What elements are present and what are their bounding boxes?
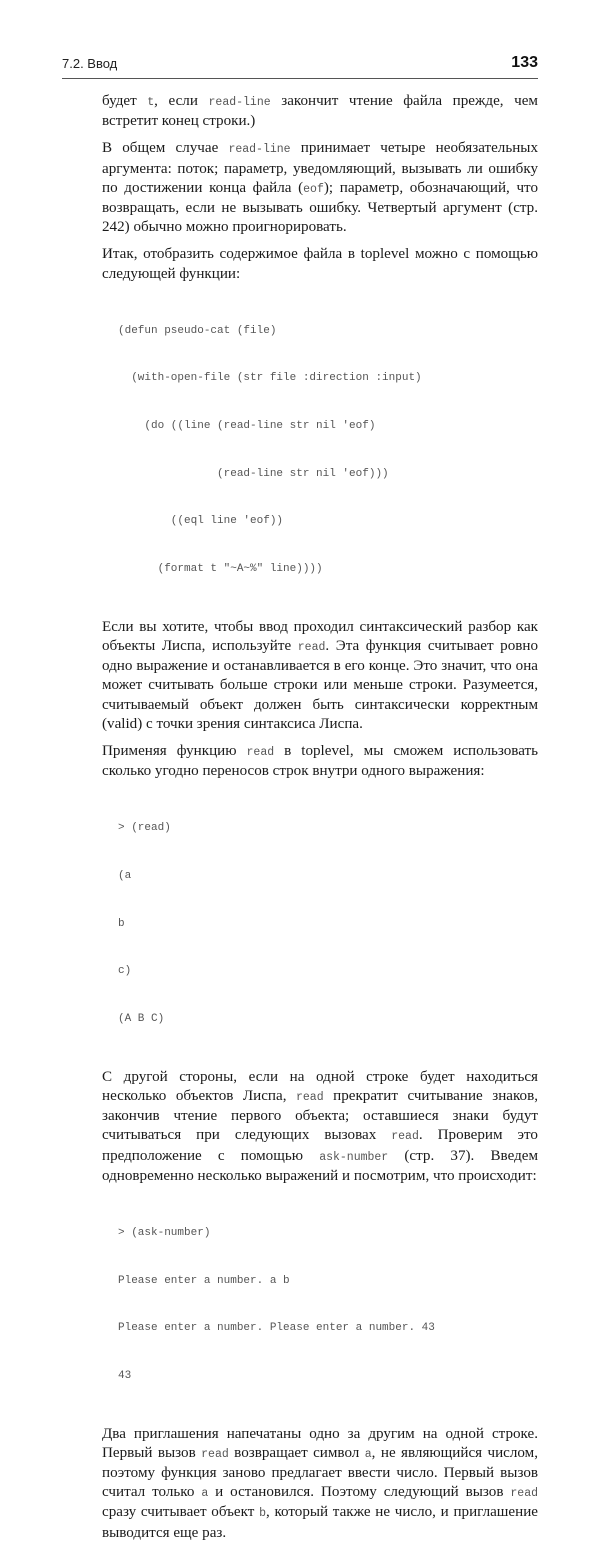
code-line: ((eql line 'eof)): [118, 515, 284, 528]
inline-code: read-line: [228, 143, 291, 157]
code-line: (defun pseudo-cat (file): [118, 324, 277, 337]
paragraph-7: Два приглашения напечатаны одно за другим на одной строке. Первый вызов read возвращает символ a, не являющийся числом, поэтому функция заново предлагает ввести число. Первый вызов считал только a и остановился. Поэтому следующий вызов read сразу считывает объект b, который также не число, и приглашение выводится еще раз.: [102, 1425, 538, 1541]
section-title: 7.2. Ввод: [62, 56, 118, 71]
code-line: (A B C): [118, 1013, 165, 1026]
inline-code: read: [201, 1447, 229, 1461]
paragraph-5: Применяя функцию read в toplevel, мы сможем использовать сколько угодно переносов строк внутри одного выражения:: [102, 743, 538, 780]
inline-code: read: [246, 746, 275, 760]
code-block-read-demo: [118, 789, 538, 1059]
code-line: > (ask-number): [118, 1226, 211, 1239]
inline-code: a: [364, 1447, 372, 1461]
code-line: 43: [118, 1369, 132, 1382]
code-line: (do ((line (read-line str nil 'eof): [118, 420, 376, 433]
inline-code: read: [510, 1487, 538, 1501]
inline-code: read: [297, 641, 326, 655]
code-line: (format t "~A~%" line)))): [118, 563, 323, 576]
code-line: (a: [118, 870, 132, 882]
inline-code: read: [296, 1091, 324, 1105]
code-line: c): [118, 965, 132, 978]
paragraph-4: Если вы хотите, чтобы ввод проходил синтаксический разбор как объекты Лиспа, используйте read. Эта функция считывает ровно одно выражение и останавливается в его конце. Это значит, что она может считывать больше строки или меньше строки. Разумеется, считываемый объект должен быть синтаксически корректным (valid) с точки зрения синтаксиса Лиспа.: [102, 618, 539, 732]
code-line: (with-open-file (str file :direction :input): [118, 372, 422, 385]
code-block-ask-number: [118, 1194, 538, 1417]
code-line: b: [118, 917, 125, 930]
paragraph-2: В общем случае read-line принимает четыре необязательных аргумента: поток; параметр, уведомляющий, вызывать ли ошибку по достижении конца файла (eof); параметр, обозначающий, что возвращать, если не вызывать ошибку. Четвертый аргумент (стр. 242) обычно можно проигнорировать.: [102, 140, 538, 236]
paragraph-1: будет t, если read-line закончит чтение файла прежде, чем встретит конец строки.): [102, 93, 538, 130]
code-block-pseudo-cat: [118, 292, 538, 610]
inline-code: read-line: [208, 96, 271, 109]
inline-code: t: [147, 96, 155, 109]
page-body: [102, 92, 538, 1551]
paragraph-3: Итак, отобразить содержимое файла в toplevel можно с помощью следующей функции:: [102, 246, 538, 282]
inline-code: ask-number: [319, 1150, 389, 1164]
code-line: Please enter a number. Please enter a number. 43: [118, 1322, 435, 1335]
inline-code: eof: [303, 182, 324, 196]
inline-code: a: [201, 1487, 209, 1501]
running-header: [62, 54, 538, 79]
inline-code: b: [259, 1507, 266, 1521]
paragraph-6: С другой стороны, если на одной строке будет находиться несколько объектов Лиспа, read прекратит считывание знаков, закончив чтение первого объекта; оставшиеся знаки будут считываться при следующих вызовах read. Проверим это предположение с помощью ask-number (стр. 37). Введем одновременно несколько выражений и посмотрим, что происходит:: [102, 1068, 539, 1184]
code-line: Please enter a number. a b: [118, 1274, 290, 1287]
page-number: 133: [511, 54, 538, 71]
inline-code: read: [391, 1130, 419, 1144]
code-line: > (read): [118, 822, 171, 835]
code-line: (read-line str nil 'eof))): [118, 467, 389, 480]
